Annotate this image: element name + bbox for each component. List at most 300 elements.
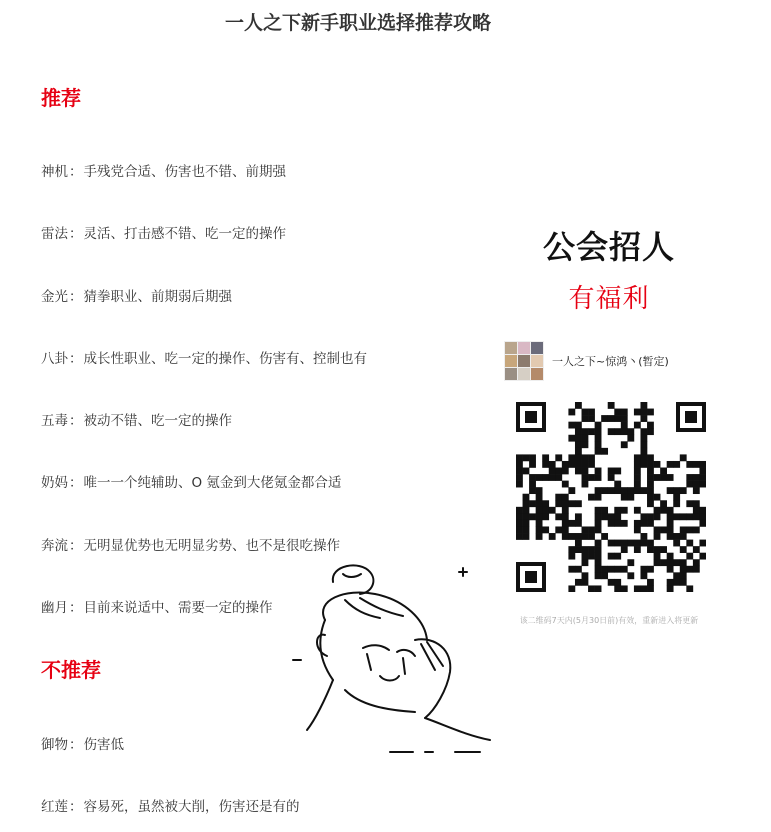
qr-module (588, 553, 595, 560)
qr-module (582, 559, 589, 566)
qr-module (568, 585, 575, 592)
qr-module (686, 526, 693, 533)
qr-module (588, 461, 595, 468)
qr-module (595, 422, 602, 429)
qr-module (621, 441, 628, 448)
qr-module (562, 513, 569, 520)
qr-module (647, 487, 654, 494)
qr-module (654, 533, 661, 540)
qr-module (582, 415, 589, 422)
qr-module (699, 481, 706, 488)
qr-module (516, 520, 523, 527)
qr-module (582, 428, 589, 435)
qr-module (575, 428, 582, 435)
qr-module (575, 566, 582, 573)
qr-module (582, 461, 589, 468)
qr-module (595, 520, 602, 527)
class-desc: 成长性职业、吃一定的操作、伤害有、控制也有 (83, 351, 367, 367)
qr-module (568, 500, 575, 507)
qr-module (575, 448, 582, 455)
qr-module (686, 585, 693, 592)
qr-module (693, 513, 700, 520)
qr-module (568, 520, 575, 527)
qr-module (667, 461, 674, 468)
qr-module (699, 474, 706, 481)
qr-module (699, 507, 706, 514)
qr-module (647, 409, 654, 416)
qr-module (647, 546, 654, 553)
qr-module (523, 520, 530, 527)
qr-module (549, 461, 556, 468)
qr-module (608, 513, 615, 520)
qr-module (575, 441, 582, 448)
qr-module (595, 540, 602, 547)
qr-module (568, 546, 575, 553)
qr-module (640, 513, 647, 520)
group-avatar-icon (504, 341, 544, 381)
recommended-item (41, 409, 232, 429)
qr-module (627, 487, 634, 494)
qr-module (647, 468, 654, 475)
qr-module (680, 566, 687, 573)
qr-module (647, 422, 654, 429)
qr-module (660, 507, 667, 514)
guild-recruit-title: 公会招人 (542, 228, 675, 266)
class-desc: 猜拳职业、前期弱后期强 (83, 289, 232, 305)
qr-module (562, 494, 569, 501)
qr-module (582, 409, 589, 416)
class-name: 御物 (41, 737, 68, 753)
qr-module (686, 540, 693, 547)
qr-module (673, 494, 680, 501)
qr-module (595, 428, 602, 435)
qr-module (699, 513, 706, 520)
qr-module (562, 500, 569, 507)
qr-module (582, 526, 589, 533)
qr-module (595, 468, 602, 475)
qr-module (640, 441, 647, 448)
qr-module (542, 526, 549, 533)
recommended-heading: 推荐 (41, 86, 81, 110)
qr-module (555, 494, 562, 501)
qr-module (640, 415, 647, 422)
qr-module (640, 566, 647, 573)
recommended-item (41, 285, 232, 305)
qr-module (640, 435, 647, 442)
qr-module (588, 454, 595, 461)
qr-module (693, 546, 700, 553)
qr-module (647, 428, 654, 435)
qr-module (588, 585, 595, 592)
qr-module (568, 566, 575, 573)
qr-module (667, 474, 674, 481)
qr-module (523, 513, 530, 520)
qr-module (562, 533, 569, 540)
qr-module (529, 513, 536, 520)
qr-module (536, 507, 543, 514)
qr-module (529, 454, 536, 461)
qr-module (562, 520, 569, 527)
qr-module (595, 572, 602, 579)
qr-module (667, 526, 674, 533)
not-recommended-heading: 不推荐 (41, 658, 101, 682)
qr-module (627, 540, 634, 547)
qr-module (523, 468, 530, 475)
qr-module (568, 533, 575, 540)
qr-module (614, 579, 621, 586)
qr-module (568, 435, 575, 442)
qr-module (686, 481, 693, 488)
qr-module (621, 507, 628, 514)
qr-module (693, 526, 700, 533)
qr-module (621, 494, 628, 501)
qr-module (582, 481, 589, 488)
class-desc: 伤害低 (83, 737, 124, 753)
qr-module (516, 454, 523, 461)
qr-module (523, 494, 530, 501)
qr-module (575, 435, 582, 442)
qr-module (673, 572, 680, 579)
qr-module (601, 487, 608, 494)
guild-benefit-text: 有福利 (568, 284, 650, 314)
qr-module (582, 533, 589, 540)
qr-module (614, 487, 621, 494)
qr-module (575, 546, 582, 553)
qr-module (647, 585, 654, 592)
class-desc: 手残党合适、伤害也不错、前期强 (83, 164, 286, 180)
qr-module (523, 526, 530, 533)
qr-module (608, 474, 615, 481)
qr-module (516, 526, 523, 533)
qr-module (562, 468, 569, 475)
qr-module (575, 513, 582, 520)
qr-module (654, 546, 661, 553)
qr-module (680, 487, 687, 494)
qr-module (693, 461, 700, 468)
separator: ： (69, 538, 83, 554)
recommended-item (41, 160, 286, 180)
class-desc: 被动不错、吃一定的操作 (83, 413, 232, 429)
qr-module (627, 435, 634, 442)
recommended-item (41, 471, 341, 491)
qr-module (536, 494, 543, 501)
separator: ： (69, 600, 83, 616)
qr-module (654, 507, 661, 514)
qr-module (608, 415, 615, 422)
qr-module (575, 540, 582, 547)
qr-module (575, 500, 582, 507)
qr-module (660, 559, 667, 566)
qr-module (575, 454, 582, 461)
qr-module (588, 546, 595, 553)
qr-module (614, 507, 621, 514)
qr-module (634, 454, 641, 461)
qr-module (595, 526, 602, 533)
qr-module (608, 540, 615, 547)
qr-module (621, 566, 628, 573)
qr-module (608, 520, 615, 527)
qr-module (680, 579, 687, 586)
qr-module (673, 500, 680, 507)
qr-module (693, 474, 700, 481)
qr-module (575, 422, 582, 429)
qr-module (680, 559, 687, 566)
qr-module (601, 533, 608, 540)
separator: ： (69, 164, 83, 180)
qr-module (640, 409, 647, 416)
qr-module (647, 461, 654, 468)
qr-module (667, 513, 674, 520)
qr-module (680, 454, 687, 461)
qr-module (634, 474, 641, 481)
qr-module (627, 494, 634, 501)
qr-module (582, 553, 589, 560)
qr-module (568, 454, 575, 461)
qr-module (686, 500, 693, 507)
qr-code-icon[interactable] (516, 402, 706, 592)
qr-module (621, 422, 628, 429)
qr-module (555, 468, 562, 475)
qr-module (516, 533, 523, 540)
qr-module (542, 474, 549, 481)
qr-module (699, 540, 706, 547)
class-name: 八卦 (41, 351, 68, 367)
qr-module (562, 526, 569, 533)
class-name: 雷法 (41, 226, 68, 242)
qr-module (640, 454, 647, 461)
qr-module (654, 553, 661, 560)
qr-module (640, 428, 647, 435)
qr-module (673, 513, 680, 520)
qr-module (516, 468, 523, 475)
qr-module (654, 474, 661, 481)
qr-module (542, 461, 549, 468)
class-name: 幽月 (41, 600, 68, 616)
page-title: 一人之下新手职业选择推荐攻略 (224, 12, 491, 34)
qr-module (601, 513, 608, 520)
qr-module (536, 533, 543, 540)
qr-module (634, 487, 641, 494)
separator: ： (69, 737, 83, 753)
qr-module (693, 500, 700, 507)
qr-module (647, 579, 654, 586)
qr-module (595, 448, 602, 455)
qr-module (582, 454, 589, 461)
qr-module (640, 572, 647, 579)
qr-module (686, 461, 693, 468)
qr-module (621, 520, 628, 527)
qr-module (595, 566, 602, 573)
qr-module (614, 415, 621, 422)
qr-module (660, 474, 667, 481)
qr-module (529, 500, 536, 507)
class-name: 奶妈 (41, 475, 68, 491)
class-name: 金光 (41, 289, 68, 305)
crying-girl-illustration (285, 560, 515, 760)
recommended-item (41, 534, 340, 554)
qr-module (575, 579, 582, 586)
qr-module (667, 553, 674, 560)
qr-module (654, 526, 661, 533)
qr-module (640, 533, 647, 540)
qr-module (614, 566, 621, 573)
qr-module (699, 520, 706, 527)
qr-module (673, 533, 680, 540)
qr-module (568, 461, 575, 468)
qr-module (601, 507, 608, 514)
qr-module (582, 474, 589, 481)
qr-module (693, 559, 700, 566)
qr-module (647, 474, 654, 481)
qr-module (621, 409, 628, 416)
recommended-item (41, 222, 286, 242)
separator: ： (69, 351, 83, 367)
qr-module (667, 559, 674, 566)
qr-module (634, 540, 641, 547)
qr-module (654, 494, 661, 501)
qr-module (582, 579, 589, 586)
qr-module (614, 409, 621, 416)
qr-module (673, 579, 680, 586)
qr-module (595, 435, 602, 442)
qr-module (640, 540, 647, 547)
qr-module (523, 533, 530, 540)
qr-module (582, 572, 589, 579)
qr-module (621, 487, 628, 494)
qr-module (608, 468, 615, 475)
qr-module (680, 533, 687, 540)
qr-module (680, 526, 687, 533)
qr-module (601, 566, 608, 573)
qr-module (555, 513, 562, 520)
qr-module (686, 474, 693, 481)
qr-module (568, 409, 575, 416)
qr-module (523, 454, 530, 461)
qr-module (582, 435, 589, 442)
qr-module (549, 507, 556, 514)
qr-module (654, 461, 661, 468)
qr-module (680, 572, 687, 579)
qr-module (588, 494, 595, 501)
qr-module (588, 428, 595, 435)
qr-module (536, 526, 543, 533)
qr-module (542, 454, 549, 461)
qr-module (686, 513, 693, 520)
qr-module (634, 409, 641, 416)
qr-module (634, 507, 641, 514)
qr-module (673, 559, 680, 566)
class-name: 红莲 (41, 799, 68, 815)
qr-module (529, 474, 536, 481)
qr-module (667, 585, 674, 592)
qr-module (621, 540, 628, 547)
qr-module (647, 540, 654, 547)
qr-module (601, 448, 608, 455)
group-info (504, 340, 720, 382)
qr-module (562, 461, 569, 468)
qr-module (667, 579, 674, 586)
qr-module (549, 468, 556, 475)
qr-module (608, 579, 615, 586)
qr-module (588, 415, 595, 422)
qr-module (640, 448, 647, 455)
qr-module (516, 513, 523, 520)
not-recommended-item (41, 795, 300, 815)
class-name: 奔流 (41, 538, 68, 554)
class-desc: 无明显优势也无明显劣势、也不是很吃操作 (83, 538, 340, 554)
qr-module (575, 533, 582, 540)
qr-module (647, 454, 654, 461)
qr-module (667, 533, 674, 540)
qr-module (516, 507, 523, 514)
qr-module (595, 474, 602, 481)
class-desc: 灵活、打击感不错、吃一定的操作 (83, 226, 286, 242)
qr-module (614, 540, 621, 547)
qr-module (562, 481, 569, 488)
qr-module (595, 487, 602, 494)
qr-module (523, 500, 530, 507)
qr-module (529, 487, 536, 494)
qr-module (562, 507, 569, 514)
qr-module (575, 520, 582, 527)
qr-module (582, 441, 589, 448)
qr-module (568, 487, 575, 494)
qr-module (516, 461, 523, 468)
recommended-item (41, 347, 367, 367)
separator: ： (69, 799, 83, 815)
qr-module (549, 474, 556, 481)
qr-module (555, 526, 562, 533)
qr-module (667, 507, 674, 514)
class-desc: 唯一一个纯辅助、O 氪金到大佬氪金都合适 (83, 475, 342, 491)
qr-module (673, 487, 680, 494)
qr-module (595, 513, 602, 520)
qr-module (627, 428, 634, 435)
guild-recruit-card (496, 210, 722, 635)
qr-module (608, 402, 615, 409)
qr-module (634, 520, 641, 527)
qr-module (699, 468, 706, 475)
qr-module (608, 487, 615, 494)
qr-module (536, 500, 543, 507)
qr-module (621, 546, 628, 553)
qr-module (634, 585, 641, 592)
qr-module (601, 572, 608, 579)
qr-module (680, 546, 687, 553)
qr-module (654, 513, 661, 520)
qr-module (568, 422, 575, 429)
qr-module (523, 507, 530, 514)
qr-module (647, 494, 654, 501)
qr-module (536, 474, 543, 481)
qr-module (699, 461, 706, 468)
qr-module (542, 507, 549, 514)
qr-module (640, 402, 647, 409)
qr-module (693, 487, 700, 494)
qr-module (608, 553, 615, 560)
qr-module (614, 513, 621, 520)
class-desc: 容易死，虽然被大削，伤害还是有的 (83, 799, 300, 815)
qr-module (608, 428, 615, 435)
qr-module (621, 428, 628, 435)
qr-module (699, 553, 706, 560)
qr-module (647, 500, 654, 507)
qr-module (588, 526, 595, 533)
qr-module (634, 461, 641, 468)
not-recommended-item (41, 733, 124, 753)
class-name: 神机 (41, 164, 68, 180)
qr-module (673, 540, 680, 547)
